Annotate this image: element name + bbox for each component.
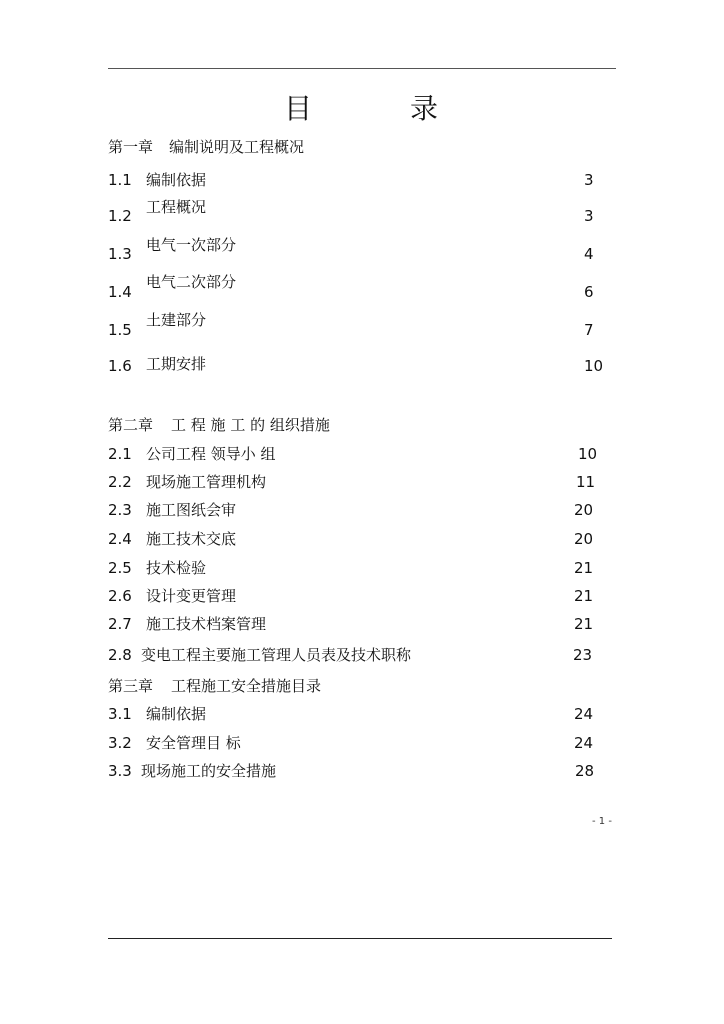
toc-entry-title: 公司工程 领导小 组 [146,445,276,463]
toc-entry-page: 20 [574,501,594,519]
toc-entry-number: 2.4 [108,530,132,548]
toc-title-char-1: 目 [284,92,313,125]
toc-entry-number: 1.4 [108,283,132,301]
toc-entry-title: 电气一次部分 [146,236,237,254]
toc-entry-page: 7 [584,321,594,339]
toc-entry-title: 施工图纸会审 [146,501,237,519]
toc-entry-number: 3.1 [108,705,132,723]
toc-entry-page: 20 [574,530,594,548]
toc-entry-page: 6 [584,283,594,301]
toc-entry-page: 24 [574,705,594,723]
toc-entry-title: 现场施工管理机构 [146,473,267,491]
toc-entry-number: 1.6 [108,357,132,375]
toc-entry-page: 21 [574,615,594,633]
page-number: - 1 - [592,816,612,827]
toc-entry-title: 设计变更管理 [146,587,237,605]
toc-entry-number: 1.1 [108,171,132,189]
toc-entry-number: 3.2 [108,734,132,752]
toc-entry-number: 2.5 [108,559,132,577]
chapter-label: 第二章 [108,416,154,434]
chapter-label: 第一章 [108,138,154,156]
toc-entry-title: 施工技术档案管理 [146,615,267,633]
toc-entry-page: 3 [584,171,594,189]
toc-entry-number: 1.2 [108,207,132,225]
toc-entry-title: 编制依据 [146,705,207,723]
toc-entry-page: 23 [573,646,593,664]
footer-rule [108,938,612,939]
toc-entry-title: 现场施工的安全措施 [141,762,277,780]
toc-entry-title: 变电工程主要施工管理人员表及技术职称 [141,646,412,664]
toc-entry-page: 21 [574,587,594,605]
chapter-title: 工 程 施 工 的 组织措施 [171,416,330,434]
toc-title-char-2: 录 [410,92,439,125]
toc-entry-number: 1.3 [108,245,132,263]
chapter-heading [108,676,321,696]
toc-entry-number: 2.1 [108,445,132,463]
toc-entry-page: 11 [576,473,596,491]
toc-entry-title: 土建部分 [146,311,207,329]
chapter-heading [108,137,304,157]
toc-entry-title: 电气二次部分 [146,273,237,291]
chapter-title: 编制说明及工程概况 [169,138,305,156]
toc-entry-page: 10 [584,357,604,375]
toc-entry-title: 编制依据 [146,171,207,189]
chapter-label: 第三章 [108,677,154,695]
toc-entry-title: 安全管理目 标 [146,734,241,752]
toc-entry-page: 10 [578,445,598,463]
toc-entry-title: 技术检验 [146,559,207,577]
toc-entry-number: 1.5 [108,321,132,339]
toc-entry-number: 2.2 [108,473,132,491]
toc-entry-number: 2.7 [108,615,132,633]
toc-entry-number: 3.3 [108,762,132,780]
toc-entry-page: 3 [584,207,594,225]
toc-entry-page: 28 [575,762,595,780]
toc-entry-title: 工期安排 [146,355,207,373]
toc-entry-page: 4 [584,245,594,263]
toc-entry-title: 施工技术交底 [146,530,237,548]
chapter-heading [108,415,330,435]
toc-entry-number: 2.6 [108,587,132,605]
toc-entry-number: 2.3 [108,501,132,519]
toc-entry-number: 2.8 [108,646,132,664]
toc-entry-page: 24 [574,734,594,752]
toc-entry-title: 工程概况 [146,198,207,216]
header-rule [108,68,616,69]
toc-entry-page: 21 [574,559,594,577]
chapter-title: 工程施工安全措施目录 [171,677,322,695]
